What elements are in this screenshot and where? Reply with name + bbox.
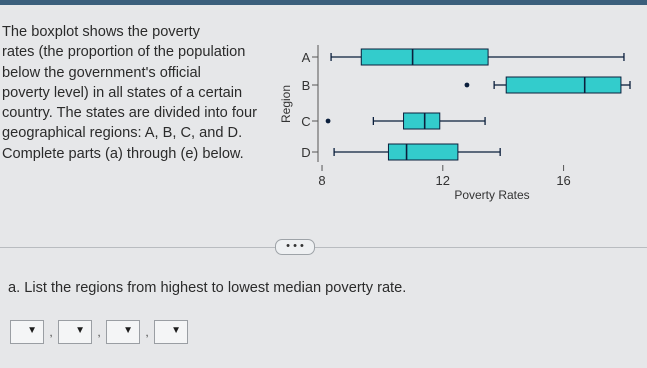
region-label-C: C xyxy=(301,114,311,129)
expand-more-button[interactable]: • • • xyxy=(275,239,315,255)
region-label-B: B xyxy=(301,78,311,93)
section-divider xyxy=(0,247,647,248)
outlier-B-0 xyxy=(465,83,470,88)
chevron-down-icon: ▼ xyxy=(123,325,133,336)
chevron-down-icon: ▼ xyxy=(171,325,181,336)
separator-comma: , xyxy=(97,325,101,339)
box-B xyxy=(506,77,621,93)
region-label-D: D xyxy=(301,145,311,160)
box-C xyxy=(404,113,440,129)
separator-comma: , xyxy=(49,325,53,339)
outlier-C-0 xyxy=(326,119,331,124)
box-A xyxy=(361,49,488,65)
question-a-text: a. List the regions from highest to lowest median poverty rate. xyxy=(8,280,407,296)
region-dropdown-3[interactable] xyxy=(106,320,140,344)
separator-comma: , xyxy=(145,325,149,339)
box-D xyxy=(388,144,457,160)
region-label-A: A xyxy=(301,50,311,65)
region-dropdown-4[interactable] xyxy=(154,320,188,344)
x-axis-label: Poverty Rates xyxy=(454,188,530,202)
x-tick-label-16: 16 xyxy=(556,173,571,188)
region-dropdown-1[interactable] xyxy=(10,320,44,344)
chevron-down-icon: ▼ xyxy=(75,325,85,336)
problem-intro-text: The boxplot shows the poverty rates (the proportion of the population below the government's official poverty level) in all states of a certain country. The states are divided into four geographical regions: A, B, C, and D. Complete parts (a) through (e) below. xyxy=(2,24,257,162)
region-dropdown-2[interactable] xyxy=(58,320,92,344)
x-tick-label-8: 8 xyxy=(318,173,326,188)
x-tick-label-12: 12 xyxy=(435,173,451,188)
answer-row xyxy=(10,317,188,347)
chevron-down-icon: ▼ xyxy=(27,325,37,336)
y-axis-label: Region xyxy=(279,84,293,124)
